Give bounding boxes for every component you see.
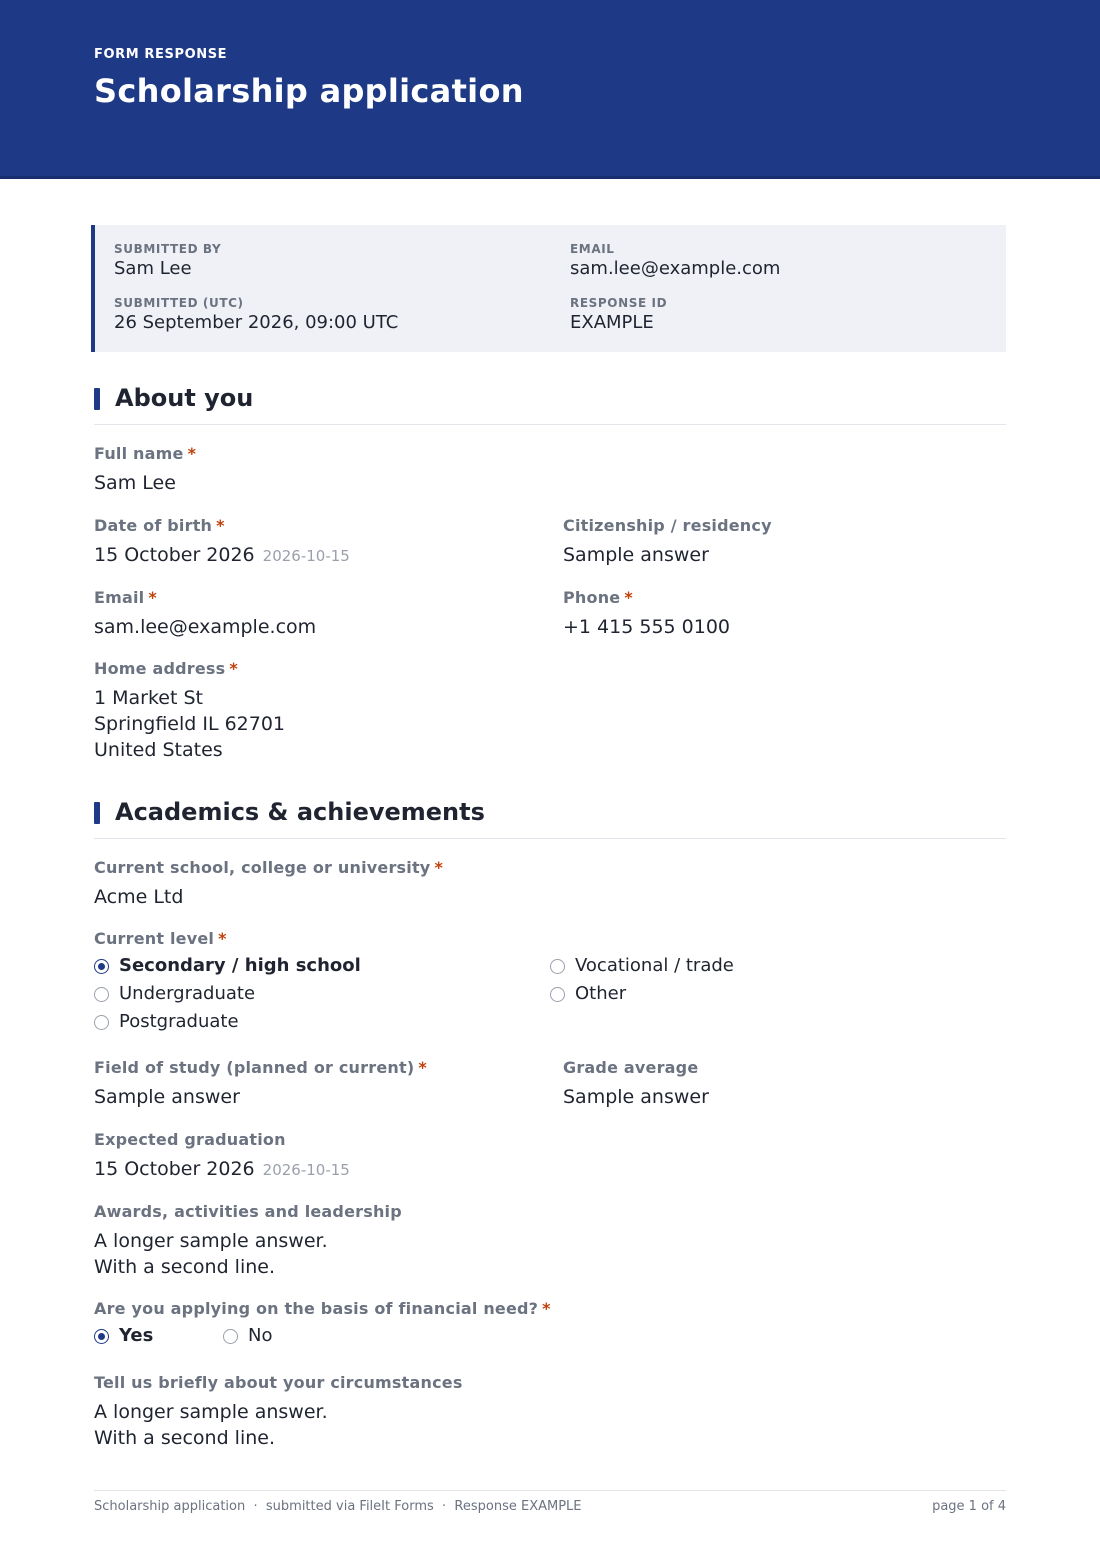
radio-empty-icon <box>94 1015 109 1030</box>
section-title: About you <box>115 384 254 412</box>
submission-summary <box>91 225 1006 352</box>
address-line: Springfield IL 62701 <box>94 713 286 735</box>
radio-selected-icon <box>94 959 109 974</box>
field-value: 15 October 2026 2026-10-15 <box>94 1158 350 1180</box>
section-academics <box>94 794 1006 839</box>
submitter-email-value: sam.lee@example.com <box>570 258 781 279</box>
submitted-by <box>114 242 221 281</box>
field-email <box>94 588 316 640</box>
field-expected-graduation <box>94 1130 350 1183</box>
radio-empty-icon <box>223 1329 238 1344</box>
field-value: Sample answer <box>94 1086 240 1108</box>
section-title: Academics & achievements <box>115 798 485 826</box>
submitted-by-value: Sam Lee <box>114 258 192 279</box>
page-number: page 1 of 4 <box>932 1499 1006 1514</box>
radio-level-vocational[interactable] <box>550 954 734 978</box>
field-value: Sam Lee <box>94 472 176 494</box>
field-date-of-birth <box>94 516 350 569</box>
field-value: Sample answer <box>563 544 709 566</box>
answer-line: With a second line. <box>94 1256 275 1278</box>
field-label: Date of birth * <box>94 516 225 535</box>
required-marker: * <box>216 516 225 535</box>
form-kicker: FORM RESPONSE <box>94 47 228 62</box>
field-current-level <box>94 929 227 949</box>
section-accent-bar <box>94 388 100 410</box>
radio-label: Undergraduate <box>119 983 256 1004</box>
field-label: Tell us briefly about your circumstances <box>94 1373 463 1392</box>
radio-selected-icon <box>94 1329 109 1344</box>
submitted-time-label: SUBMITTED (UTC) <box>114 296 244 310</box>
footer-text: Scholarship application · submitted via FileIt Forms · Response EXAMPLE <box>94 1499 582 1514</box>
field-label: Field of study (planned or current) * <box>94 1058 427 1077</box>
field-label: Citizenship / residency <box>563 516 772 535</box>
required-marker: * <box>434 858 444 877</box>
required-marker: * <box>418 1058 427 1077</box>
field-label: Grade average <box>563 1058 699 1077</box>
radio-empty-icon <box>550 959 565 974</box>
submitted-time <box>114 296 398 335</box>
required-marker: * <box>218 929 227 948</box>
field-grade-average <box>563 1058 709 1110</box>
field-home-address <box>94 659 285 763</box>
submitted-time-value: 26 September 2026, 09:00 UTC <box>114 312 399 333</box>
form-title: Scholarship application <box>94 72 524 110</box>
field-awards <box>94 1202 402 1280</box>
form-header <box>0 0 1100 179</box>
section-accent-bar <box>94 802 100 824</box>
radio-need-yes[interactable] <box>94 1324 153 1348</box>
field-circumstances <box>94 1373 463 1451</box>
submitter-email <box>570 242 780 281</box>
section-about-you <box>94 380 1006 425</box>
answer-line: A longer sample answer. <box>94 1230 328 1252</box>
field-value: Sample answer <box>563 1086 709 1108</box>
radio-need-no[interactable] <box>223 1324 272 1348</box>
field-citizenship <box>563 516 772 568</box>
radio-level-undergraduate[interactable] <box>94 982 255 1006</box>
field-label: Are you applying on the basis of financial need? * <box>94 1299 551 1318</box>
iso-date: 2026-10-15 <box>262 547 350 565</box>
field-value: 15 October 2026 2026-10-15 <box>94 544 350 566</box>
radio-label: Vocational / trade <box>575 955 734 976</box>
field-label: Awards, activities and leadership <box>94 1202 402 1221</box>
required-marker: * <box>542 1299 551 1318</box>
submitted-by-label: SUBMITTED BY <box>114 242 222 256</box>
required-marker: * <box>187 444 197 463</box>
field-value <box>94 685 285 763</box>
iso-date: 2026-10-15 <box>262 1161 350 1179</box>
field-label: Phone * <box>563 588 633 607</box>
answer-line: With a second line. <box>94 1427 275 1449</box>
field-label: Expected graduation <box>94 1130 286 1149</box>
field-study <box>94 1058 427 1110</box>
required-marker: * <box>229 659 238 678</box>
radio-label: Postgraduate <box>119 1011 239 1032</box>
field-full-name <box>94 444 196 496</box>
field-value: +1 415 555 0100 <box>563 616 731 638</box>
field-label: Current level * <box>94 929 227 948</box>
field-school <box>94 858 443 910</box>
radio-level-postgraduate[interactable] <box>94 1010 239 1034</box>
address-line: 1 Market St <box>94 687 203 709</box>
required-marker: * <box>624 588 633 607</box>
response-id <box>570 296 667 335</box>
radio-label: No <box>248 1325 273 1346</box>
field-value <box>94 1399 463 1451</box>
field-financial-need <box>94 1299 551 1319</box>
field-label: Email * <box>94 588 157 607</box>
answer-line: A longer sample answer. <box>94 1401 328 1423</box>
address-line: United States <box>94 739 223 761</box>
field-phone <box>563 588 730 640</box>
radio-label: Yes <box>119 1325 154 1346</box>
radio-empty-icon <box>94 987 109 1002</box>
submitter-email-label: EMAIL <box>570 242 615 256</box>
radio-label: Other <box>575 983 627 1004</box>
radio-empty-icon <box>550 987 565 1002</box>
field-label: Current school, college or university * <box>94 858 444 877</box>
field-label: Full name * <box>94 444 197 463</box>
field-value: Acme Ltd <box>94 886 184 908</box>
radio-level-other[interactable] <box>550 982 626 1006</box>
field-label: Home address * <box>94 659 238 678</box>
field-value <box>94 1228 402 1280</box>
radio-label: Secondary / high school <box>119 955 361 976</box>
page-footer <box>94 1490 1006 1515</box>
radio-level-secondary[interactable] <box>94 954 361 978</box>
required-marker: * <box>148 588 157 607</box>
response-id-label: RESPONSE ID <box>570 296 668 310</box>
response-id-value: EXAMPLE <box>570 312 654 333</box>
field-value: sam.lee@example.com <box>94 616 317 638</box>
